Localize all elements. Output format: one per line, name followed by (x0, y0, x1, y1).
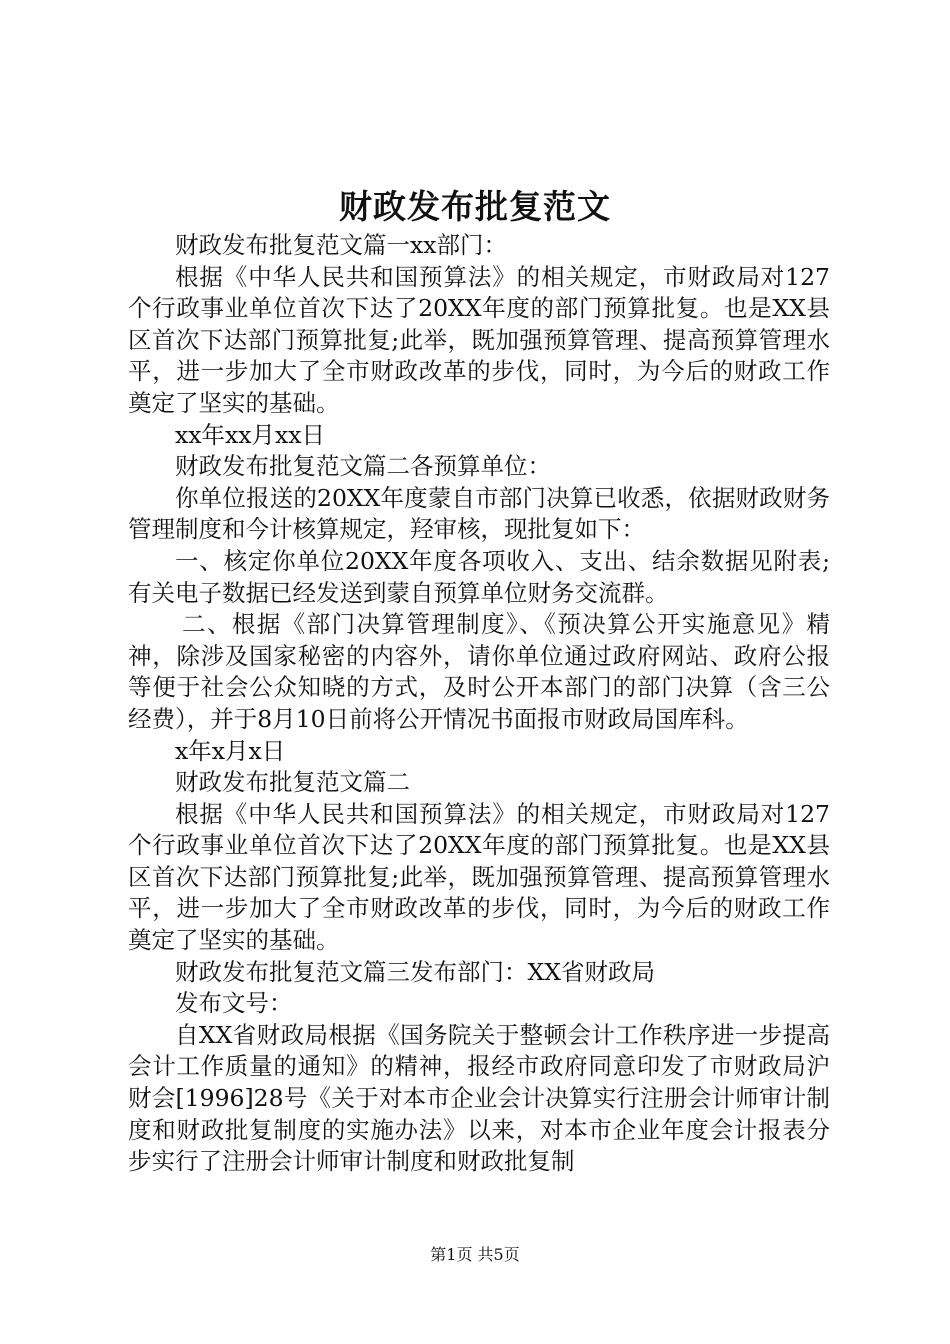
paragraph-9: 财政发布批复范文篇二 (175, 768, 410, 797)
paragraph-3: xx年xx月xx日 (175, 420, 326, 449)
page-footer: 第1页 共5页 (430, 1245, 520, 1264)
paragraph-11: 财政发布批复范文篇三发布部门：XX省财政局 (175, 957, 655, 986)
paragraph-10: 根据《中华人民共和国预算法》的相关规定，市财政局对127个行政事业单位首次下达了20XX年度的部门预算批复。也是XX县区首次下达部门预算批复;此举，既加强预算管理、提高预算管理水平，进一步加大了全市财政改革的步伐，同时，为今后的财政工作奠定了坚实的基础。 (128, 799, 830, 955)
document-title: 财政发布批复范文 (339, 187, 611, 226)
paragraph-6: 一、核定你单位20XX年度各项收入、支出、结余数据见附表;有关电子数据已经发送到蒙自预算单位财务交流群。 (128, 546, 830, 607)
paragraph-1: 财政发布批复范文篇一xx部门： (175, 231, 508, 259)
document-body (128, 230, 830, 1178)
paragraph-12: 发布文号： (175, 989, 293, 1018)
paragraph-4: 财政发布批复范文篇二各预算单位： (175, 452, 551, 481)
paragraph-7: 二、根据《部门决算管理制度》、《预决算公开实施意见》精神，除涉及国家秘密的内容外，请你单位通过政府网站、政府公报等便于社会公众知晓的方式，及时公开本部门的部门决算（含三公经费），并于8月10日前将公开情况书面报市财政局国库科。 (128, 610, 830, 733)
paragraph-8: x年x月x日 (175, 736, 286, 765)
paragraph-13: 自XX省财政局根据《国务院关于整顿会计工作秩序进一步提高会计工作质量的通知》的精神，报经市政府同意印发了市财政局沪财会[1996]28号《关于对本市企业会计决算实行注册会计师审计制度和财政批复制度的实施办法》以来，对本市企业年度会计报表分步实行了注册会计师审计制度和财政批复制 (128, 1020, 830, 1176)
paragraph-5: 你单位报送的20XX年度蒙自市部门决算已收悉，依据财政财务管理制度和今计核算规定，羟审核，现批复如下： (128, 483, 830, 544)
paragraph-2: 根据《中华人民共和国预算法》的相关规定，市财政局对127个行政事业单位首次下达了20XX年度的部门预算批复。也是XX县区首次下达部门预算批复;此举，既加强预算管理、提高预算管理水平，进一步加大了全市财政改革的步伐，同时，为今后的财政工作奠定了坚实的基础。 (128, 262, 830, 417)
